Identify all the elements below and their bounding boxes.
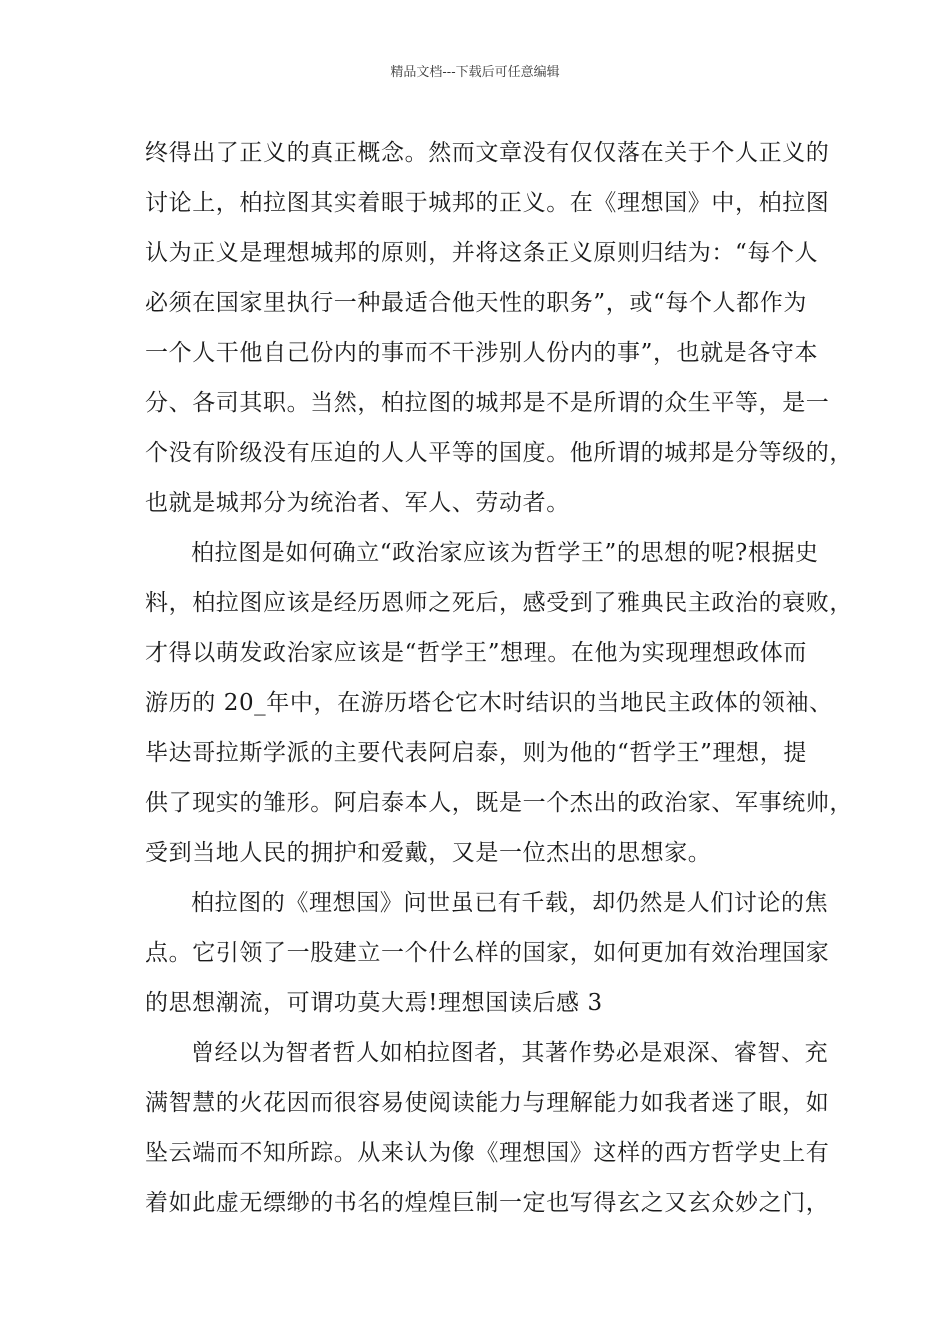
text-line: 着如此虚无缥缈的书名的煌煌巨制一定也写得玄之又玄众妙之门， <box>145 1190 830 1216</box>
text-line: 认为正义是理想城邦的原则，并将这条正义原则归结为：“每个人 <box>145 240 819 266</box>
text-line: 讨论上，柏拉图其实着眼于城邦的正义。在《理想国》中，柏拉图 <box>145 190 830 216</box>
text-line: 毕达哥拉斯学派的主要代表阿启泰，则为他的“哲学王”理想，提 <box>145 740 807 766</box>
text-line: 点。它引领了一股建立一个什么样的国家，如何更加有效治理国家 <box>145 940 830 966</box>
paragraph-1 <box>145 128 853 528</box>
text-line: 满智慧的火花因而很容易使阅读能力与理解能力如我者迷了眼，如 <box>145 1090 830 1116</box>
text-line: 个没有阶级没有压迫的人人平等的国度。他所谓的城邦是分等级的， <box>145 440 853 466</box>
text-line: 的思想潮流，可谓功莫大焉!理想国读后感 3 <box>145 990 603 1016</box>
paragraph-4 <box>145 1028 830 1228</box>
text-line: 柏拉图是如何确立“政治家应该为哲学王”的思想的呢?根据史 <box>191 540 819 566</box>
document-body <box>145 128 853 1228</box>
text-line: 必须在国家里执行一种最适合他天性的职务”，或“每个人都作为 <box>145 290 807 316</box>
text-line: 供了现实的雏形。阿启泰本人，既是一个杰出的政治家、军事统帅， <box>145 790 853 816</box>
text-line: 也就是城邦分为统治者、军人、劳动者。 <box>145 490 570 516</box>
text-line: 受到当地人民的拥护和爱戴，又是一位杰出的思想家。 <box>145 840 712 866</box>
text-line: 分、各司其职。当然，柏拉图的城邦是不是所谓的众生平等，是一 <box>145 390 830 416</box>
text-line: 一个人干他自己份内的事而不干涉别人份内的事”，也就是各守本 <box>145 340 819 366</box>
text-line: 游历的 20_年中，在游历塔仑它木时结识的当地民主政体的领袖、 <box>145 690 833 716</box>
paragraph-3 <box>145 878 830 1028</box>
text-line: 坠云端而不知所踪。从来认为像《理想国》这样的西方哲学史上有 <box>145 1140 830 1166</box>
paragraph-2 <box>145 528 853 878</box>
text-line: 料，柏拉图应该是经历恩师之死后，感受到了雅典民主政治的衰败， <box>145 590 853 616</box>
text-line: 柏拉图的《理想国》问世虽已有千载，却仍然是人们讨论的焦 <box>191 890 829 916</box>
page-header: 精品文档---下载后可任意编辑 <box>390 65 560 80</box>
text-line: 才得以萌发政治家应该是“哲学王”想理。在他为实现理想政体而 <box>145 640 807 666</box>
text-line: 终得出了正义的真正概念。然而文章没有仅仅落在关于个人正义的 <box>145 140 830 166</box>
text-line: 曾经以为智者哲人如柏拉图者，其著作势必是艰深、睿智、充 <box>191 1040 829 1066</box>
